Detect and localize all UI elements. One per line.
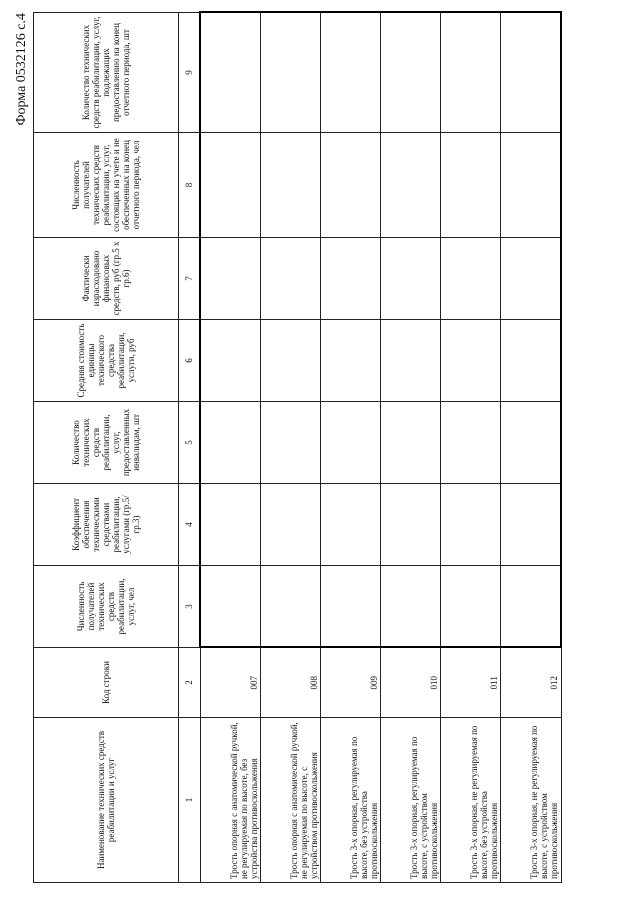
data-cell[interactable] (261, 320, 321, 402)
column-number: 1 (179, 718, 201, 883)
data-cell[interactable] (200, 402, 261, 484)
data-cell[interactable] (321, 402, 381, 484)
data-cell[interactable] (321, 320, 381, 402)
data-cell[interactable] (381, 238, 441, 320)
data-cell[interactable] (321, 238, 381, 320)
column-number-row (179, 13, 201, 883)
header-cell: Код строки (34, 648, 179, 718)
row-code: 008 (261, 648, 321, 718)
data-cell[interactable] (441, 320, 501, 402)
data-cell[interactable] (200, 566, 261, 648)
row-name: Трость 3-х опорная, не регулируемая по высоте, без устройства противоскольжения (441, 718, 501, 883)
data-cell[interactable] (501, 484, 562, 566)
data-cell[interactable] (441, 402, 501, 484)
data-cell[interactable] (381, 402, 441, 484)
data-cell[interactable] (321, 484, 381, 566)
row-name: Трость 3-х опорная, регулируемая по высоте, с устройством противоскольжения (381, 718, 441, 883)
column-number: 4 (179, 484, 201, 566)
data-cell[interactable] (441, 566, 501, 648)
data-cell[interactable] (261, 133, 321, 238)
row-code: 009 (321, 648, 381, 718)
row-code: 010 (381, 648, 441, 718)
column-number: 7 (179, 238, 201, 320)
header-cell: Наименование технических средств реабилитации и услуг (34, 718, 179, 883)
data-cell[interactable] (381, 133, 441, 238)
row-name: Трость 3-х опорная, не регулируемая по высоте, с устройством противоскольжения (501, 718, 562, 883)
data-cell[interactable] (321, 566, 381, 648)
data-cell[interactable] (200, 320, 261, 402)
row-name: Трость опорная с анатомической ручкой, не регулируемая по высоте, без устройства противоскольжения (200, 718, 261, 883)
data-cell[interactable] (200, 133, 261, 238)
column-number: 9 (179, 13, 201, 133)
data-cell[interactable] (261, 13, 321, 133)
report-table (33, 12, 562, 884)
table-row (501, 13, 562, 883)
column-number: 8 (179, 133, 201, 238)
data-cell[interactable] (501, 320, 562, 402)
column-number: 3 (179, 566, 201, 648)
header-cell: Фактически израсходовано финансовых средств, руб (гр.5 х гр.6) (34, 238, 179, 320)
form-number: Форма 0532126 с.4 (14, 13, 29, 126)
data-cell[interactable] (261, 402, 321, 484)
header-cell: Численность получателей технических средств реабилитации, услуг, состоящих на учете и не обеспеченных на конец отчетного периода, чел (34, 133, 179, 238)
data-cell[interactable] (501, 566, 562, 648)
data-cell[interactable] (200, 484, 261, 566)
data-cell[interactable] (381, 484, 441, 566)
row-code: 012 (501, 648, 562, 718)
data-cell[interactable] (441, 13, 501, 133)
data-cell[interactable] (501, 402, 562, 484)
row-code: 011 (441, 648, 501, 718)
header-cell: Количество технических средств реабилитации, услуг, предоставленных инвалидам, шт (34, 402, 179, 484)
data-cell[interactable] (381, 566, 441, 648)
data-cell[interactable] (501, 238, 562, 320)
table-row (200, 13, 261, 883)
column-number: 5 (179, 402, 201, 484)
data-cell[interactable] (321, 13, 381, 133)
data-cell[interactable] (441, 484, 501, 566)
header-cell: Средняя стоимость единицы технического средства реабилитации, услуги, руб (34, 320, 179, 402)
header-row (34, 13, 179, 883)
data-cell[interactable] (200, 238, 261, 320)
data-cell[interactable] (501, 13, 562, 133)
data-cell[interactable] (381, 13, 441, 133)
data-cell[interactable] (501, 133, 562, 238)
table-row (381, 13, 441, 883)
data-cell[interactable] (261, 238, 321, 320)
table-row (261, 13, 321, 883)
data-cell[interactable] (200, 13, 261, 133)
data-cell[interactable] (261, 566, 321, 648)
row-name: Трость опорная с анатомической ручкой, не регулируемая по высоте, с устройством противоскольжения (261, 718, 321, 883)
data-cell[interactable] (381, 320, 441, 402)
column-number: 2 (179, 648, 201, 718)
data-cell[interactable] (261, 484, 321, 566)
table-row (441, 13, 501, 883)
header-cell: Коэффициент обеспечения техническими средствами реабилитации, услугами (гр.5/гр.3) (34, 484, 179, 566)
header-cell: Количество технических средств реабилитации, услуг, подлежащих предоставлению на конец отчетного периода, шт (34, 13, 179, 133)
column-number: 6 (179, 320, 201, 402)
row-code: 007 (200, 648, 261, 718)
row-name: Трость 3-х опорная, регулируемая по высоте, без устройства противоскольжения (321, 718, 381, 883)
data-cell[interactable] (441, 133, 501, 238)
header-cell: Численность получателей технических средств реабилитации, услуг, чел (34, 566, 179, 648)
data-cell[interactable] (321, 133, 381, 238)
table-row (321, 13, 381, 883)
data-cell[interactable] (441, 238, 501, 320)
